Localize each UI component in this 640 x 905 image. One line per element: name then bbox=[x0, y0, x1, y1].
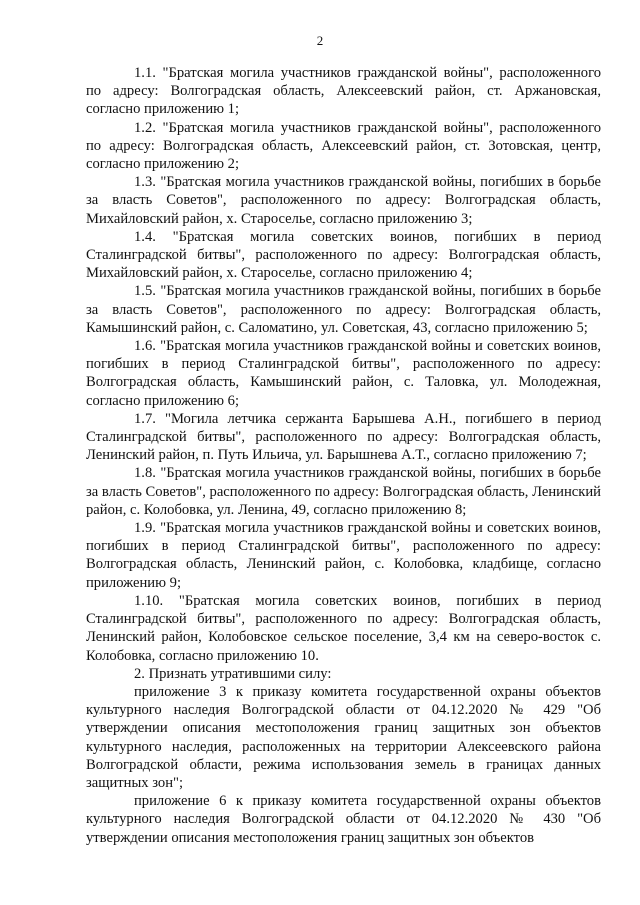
document-body bbox=[86, 64, 601, 847]
paragraph-annex-3: приложение 3 к приказу комитета государственной охраны объектов культурного наследия Волгоградской области от 04.12.2020 № 429 "Об утверждении описания местоположения границ защитных зон объектов культурного наследия, расположенных на территории Алексеевского района Волгоградской области, режима использования земель в границах данных защитных зон"; bbox=[86, 683, 601, 791]
paragraph-1-2: 1.2. "Братская могила участников гражданской войны", расположенного по адресу: Волгоградская область, Алексеевский район, ст. Зотовская, центр, согласно приложению 2; bbox=[86, 119, 601, 173]
paragraph-1-6: 1.6. "Братская могила участников гражданской войны и советских воинов, погибших в период Сталинградской битвы", расположенного по адресу: Волгоградская область, Камышинский район, с. Таловка, ул. Молодежная, согласно приложению 6; bbox=[86, 338, 601, 409]
paragraph-1-8: 1.8. "Братская могила участников гражданской войны, погибших в борьбе за власть Советов", расположенного по адресу: Волгоградская область, Ленинский район, с. Колобовка, ул. Ленина, 49, согласно приложению 8; bbox=[86, 465, 601, 518]
paragraph-2: 2. Признать утратившими силу: bbox=[134, 665, 332, 682]
paragraph-1-9: 1.9. "Братская могила участников гражданской войны и советских воинов, погибших в период Сталинградской битвы", расположенного по адресу: Волгоградская область, Ленинский район, с. Колобовка, кладбище, согласно приложению 9; bbox=[86, 520, 601, 591]
paragraph-1-3: 1.3. "Братская могила участников гражданской войны, погибших в борьбе за власть Советов", расположенного по адресу: Волгоградская область, Михайловский район, х. Староселье, согласно приложению 3; bbox=[86, 174, 601, 227]
paragraph-1-4: 1.4. "Братская могила советских воинов, погибших в период Сталинградской битвы", расположенного по адресу: Волгоградская область, Михайловский район, х. Староселье, согласно приложению 4; bbox=[86, 228, 601, 282]
paragraph-1-5: 1.5. "Братская могила участников гражданской войны, погибших в борьбе за власть Советов", расположенного по адресу: Волгоградская область, Камышинский район, с. Саломатино, ул. Советская, 43, согласно приложению 5; bbox=[86, 283, 601, 336]
paragraph-1-1: 1.1. "Братская могила участников гражданской войны", расположенного по адресу: Волгоградская область, Алексеевский район, ст. Аржановская, согласно приложению 1; bbox=[86, 65, 601, 118]
paragraph-annex-6: приложение 6 к приказу комитета государственной охраны объектов культурного наследия Волгоградской области от 04.12.2020 № 430 "Об утверждении описания местоположения границ защитных зон объектов bbox=[86, 793, 601, 846]
paragraph-1-7: 1.7. "Могила летчика сержанта Барышева А.Н., погибшего в период Сталинградской битвы", расположенного по адресу: Волгоградская область, Ленинский район, п. Путь Ильича, ул. Барышнева А.Т., согласно приложению 7; bbox=[86, 410, 601, 464]
paragraph-1-10: 1.10. "Братская могила советских воинов, погибших в период Сталинградской битвы", расположенного по адресу: Волгоградская область, Ленинский район, Колобовское сельское поселение, 3,4 км на северо-восток с. Колобовка, согласно приложению 10. bbox=[86, 592, 601, 664]
page-number: 2 bbox=[316, 33, 324, 48]
